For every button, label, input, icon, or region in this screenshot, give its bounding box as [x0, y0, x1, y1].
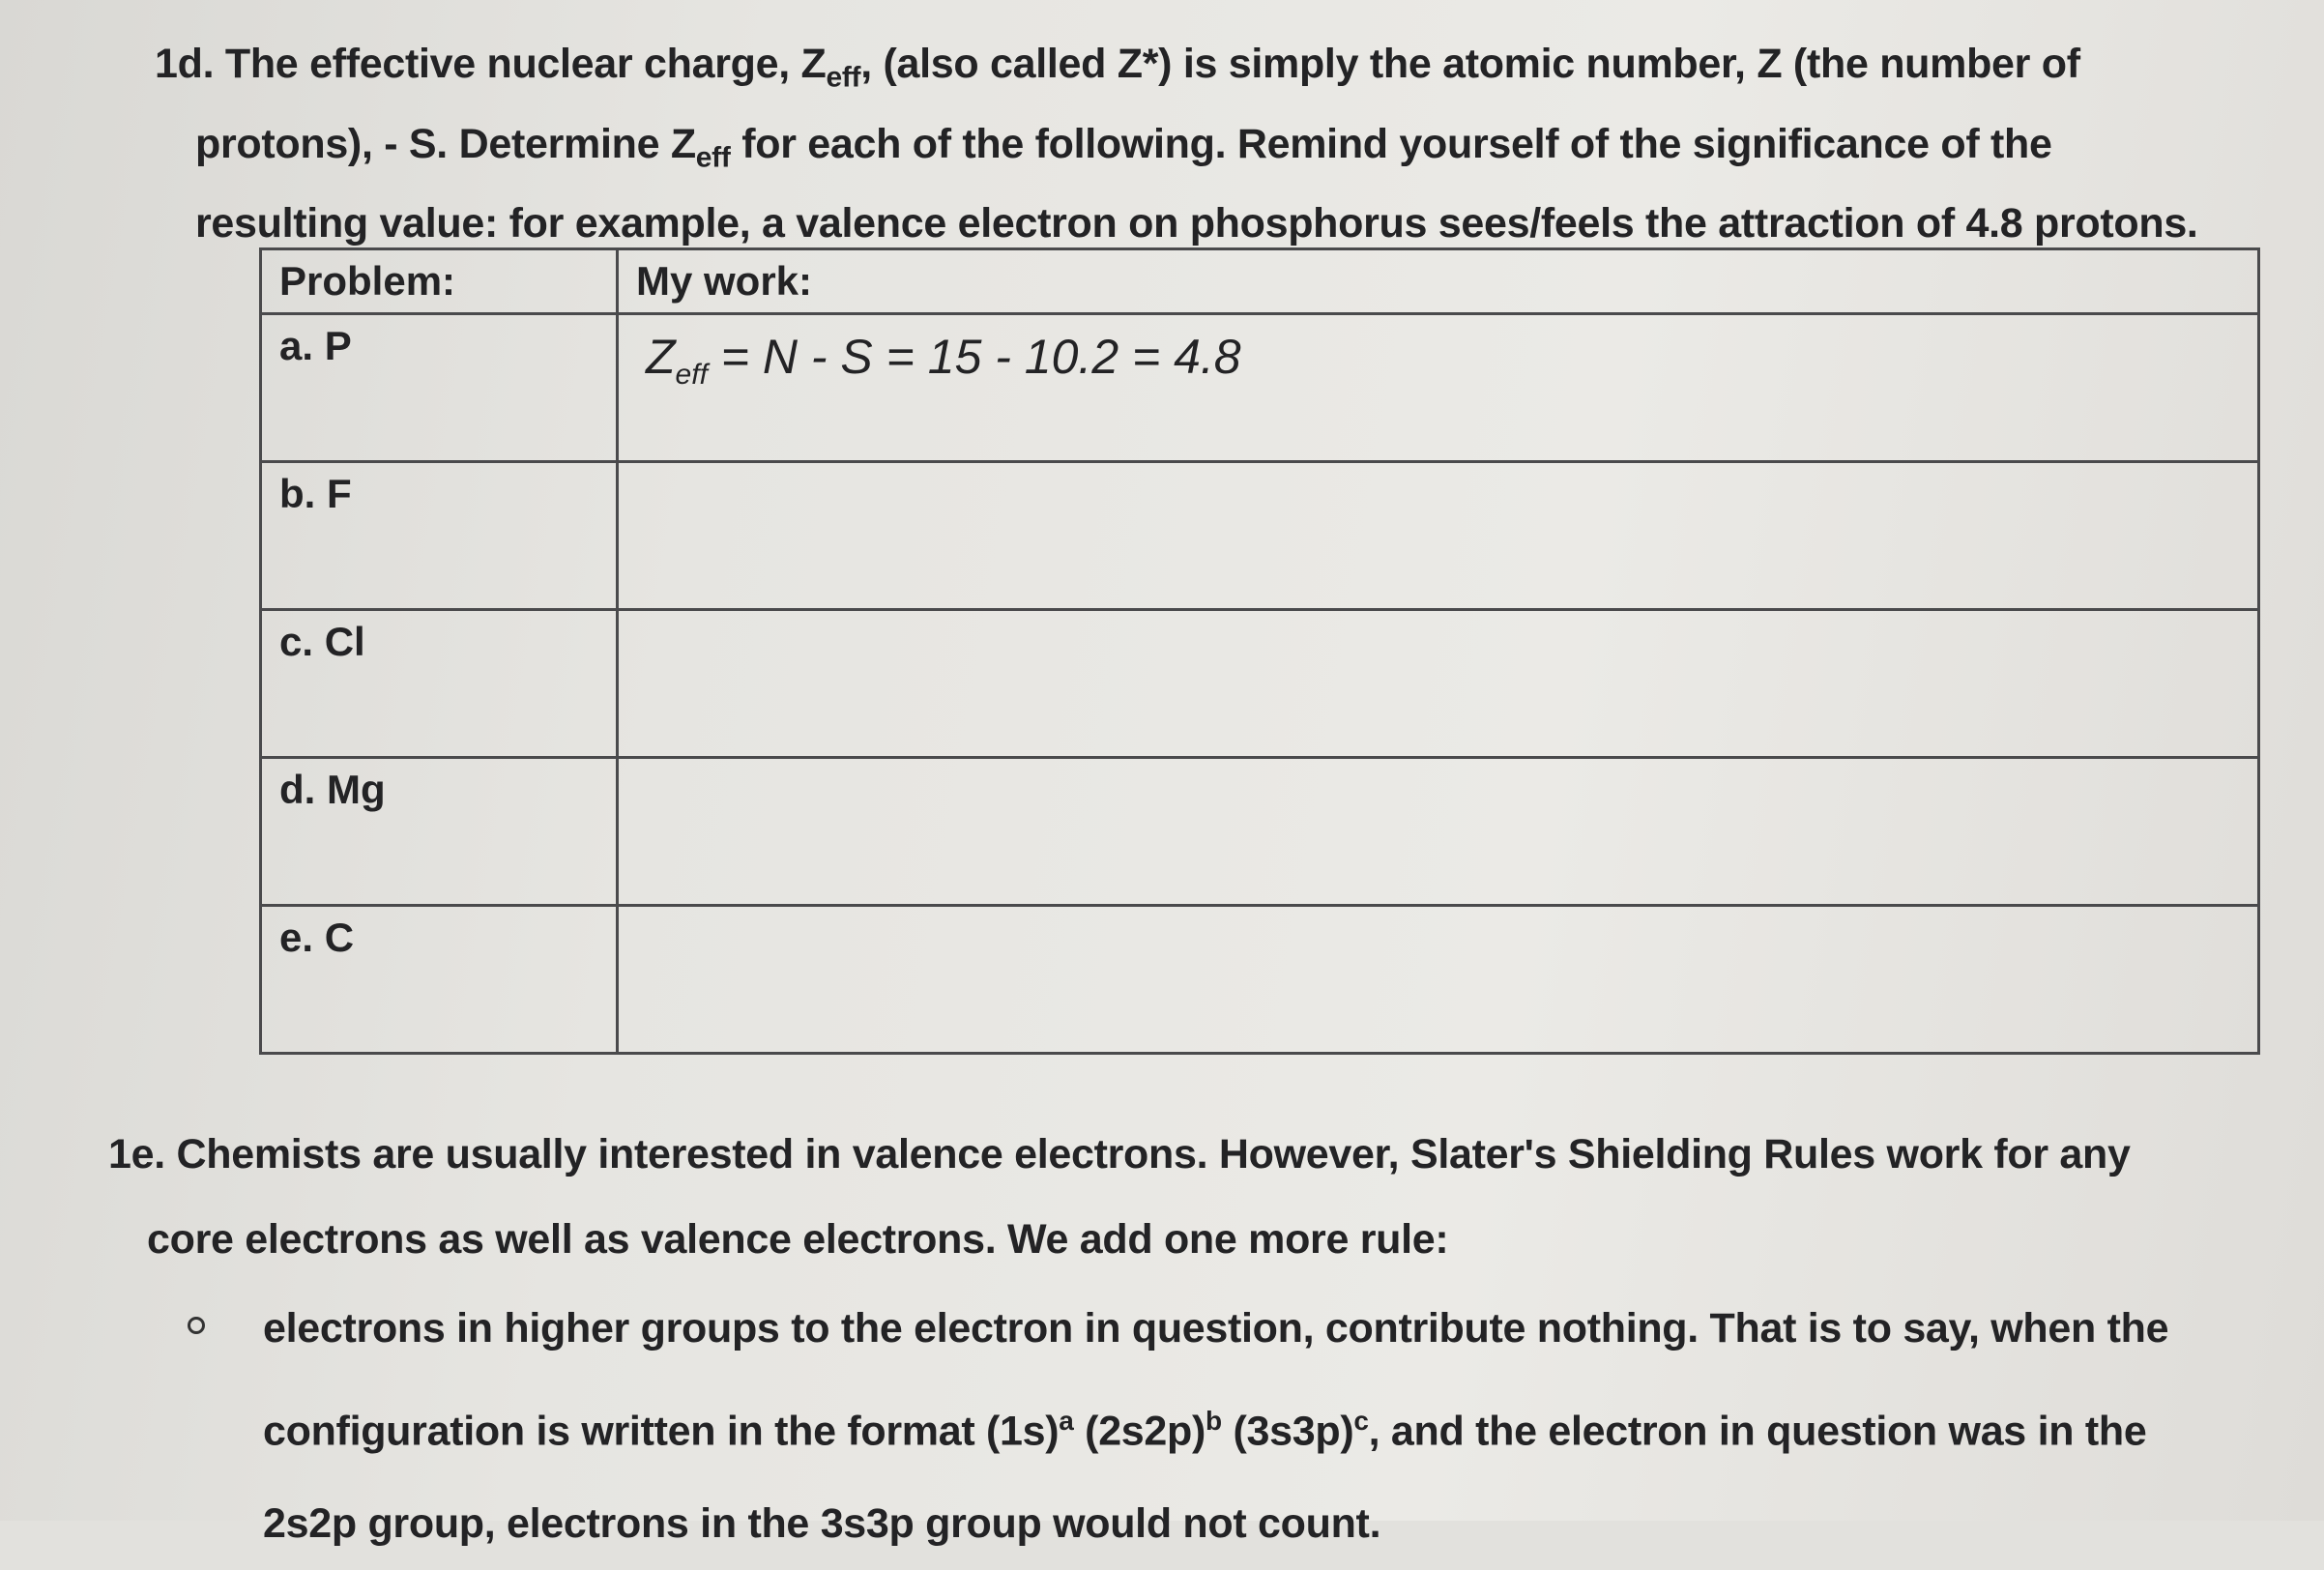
q1d-line-3: resulting value: for example, a valence electron on phosphorus sees/feels the attraction of 4.8 protons. — [195, 200, 2198, 247]
q1d-line-2-text: protons), - S. Determine Z — [195, 120, 696, 167]
work-table — [259, 247, 2260, 1055]
problem-cell: b. F — [261, 462, 618, 610]
header-my-work: My work: — [618, 249, 2259, 314]
answer-equation: = N - S = 15 - 10.2 = 4.8 — [707, 330, 1241, 384]
table-header-row — [261, 249, 2259, 314]
bullet-circle-icon — [188, 1317, 205, 1334]
table-row — [261, 906, 2259, 1054]
superscript-b: b — [1206, 1406, 1222, 1436]
problem-cell: c. Cl — [261, 610, 618, 758]
question-1d — [155, 31, 2243, 256]
q1d-line-2-rest: for each of the following. Remind yourself of the significance of the — [730, 120, 2052, 167]
question-1e — [108, 1112, 2264, 1570]
table-row — [261, 462, 2259, 610]
work-cell[interactable] — [618, 906, 2259, 1054]
answer-z: Z — [646, 330, 676, 384]
bullet-line-3: 2s2p group, electrons in the 3s3p group would not count. — [263, 1500, 1381, 1548]
q1e-line-2: core electrons as well as valence electrons. We add one more rule: — [147, 1216, 1449, 1263]
problem-cell: a. P — [261, 314, 618, 462]
work-cell[interactable] — [618, 314, 2259, 462]
q1e-line-1: 1e. Chemists are usually interested in valence electrons. However, Slater's Shielding Rules work for any — [108, 1131, 2131, 1178]
superscript-c: c — [1353, 1406, 1369, 1436]
work-cell[interactable] — [618, 462, 2259, 610]
work-cell[interactable] — [618, 758, 2259, 906]
bullet-line-1: electrons in higher groups to the electron in question, contribute nothing. That is to say, when the — [263, 1305, 2169, 1352]
rule-bullet — [108, 1282, 2264, 1570]
table-row — [261, 610, 2259, 758]
header-problem: Problem: — [261, 249, 618, 314]
q1d-line-1 — [155, 31, 2243, 111]
config-3s3p: (3s3p) — [1221, 1408, 1354, 1455]
zeff-subscript: eff — [695, 141, 731, 174]
table-row — [261, 314, 2259, 462]
bullet-line-2-text: configuration is written in the format (1s) — [263, 1408, 1060, 1455]
answer-subscript: eff — [675, 359, 708, 391]
table-row — [261, 758, 2259, 906]
bullet-line-2-rest: , and the electron in question was in the — [1368, 1408, 2147, 1455]
problem-cell: e. C — [261, 906, 618, 1054]
work-cell[interactable] — [618, 610, 2259, 758]
q1d-line-1-text: 1d. The effective nuclear charge, Z — [155, 41, 827, 87]
zeff-answer — [636, 323, 2240, 392]
superscript-a: a — [1059, 1406, 1074, 1436]
q1d-line-2 — [155, 111, 2243, 191]
problem-cell: d. Mg — [261, 758, 618, 906]
bullet-line-2 — [263, 1375, 2264, 1477]
zeff-subscript: eff — [826, 61, 861, 94]
config-2s2p: (2s2p) — [1073, 1408, 1206, 1455]
q1d-line-1-rest: , (also called Z*) is simply the atomic number, Z (the number of — [860, 41, 2080, 87]
